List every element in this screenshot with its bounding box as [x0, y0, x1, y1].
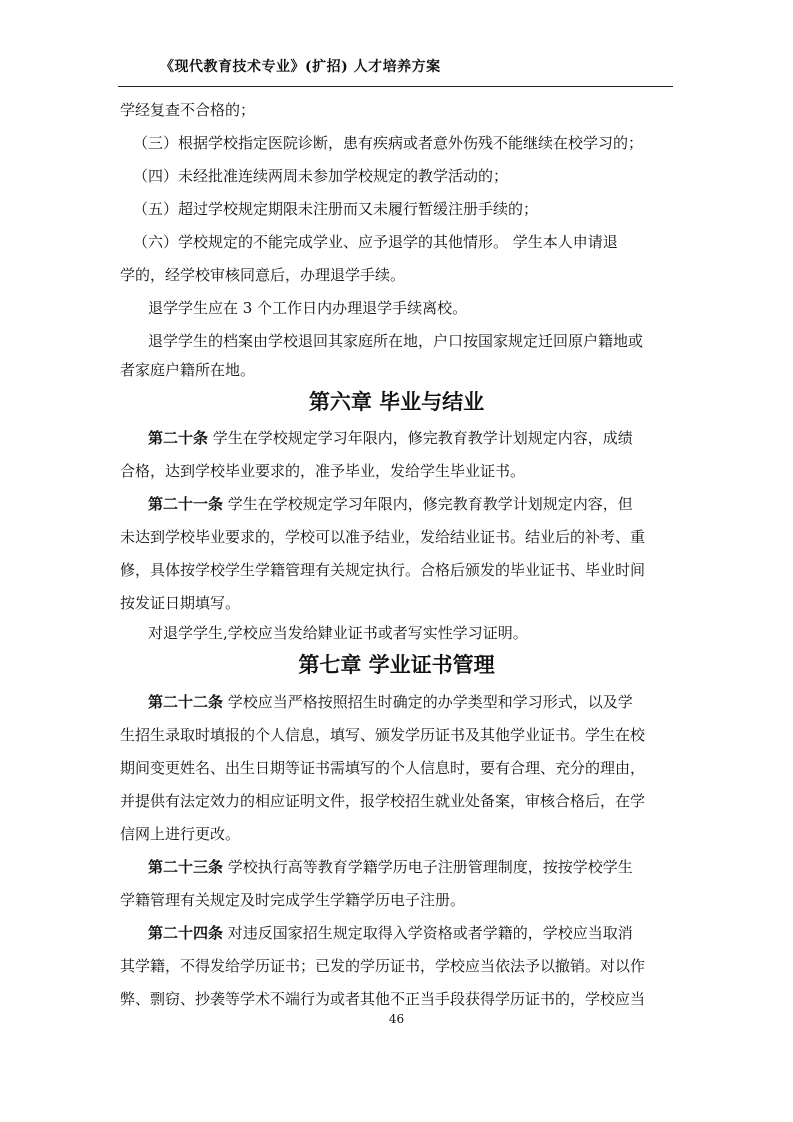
chapter-7-heading: 第七章 学业证书管理 [298, 652, 495, 677]
text-line: 合格，达到学校毕业要求的，准予毕业，发给学生毕业证书。 [120, 462, 526, 480]
text-line: 退学学生应在 3 个工作日内办理退学手续离校。 [148, 299, 468, 317]
article-23-text: 学校执行高等教育学籍学历电子注册管理制度，按按学校学生 [223, 858, 633, 876]
page-number: 46 [388, 1012, 405, 1026]
article-20-label: 第二十条 [148, 429, 209, 447]
text-line: 弊、剽窃、抄袭等学术不端行为或者其他不正当手段获得学历证书的，学校应当 [120, 990, 646, 1008]
text-line: （三）根据学校指定医院诊断，患有疾病或者意外伤残不能继续在校学习的； [133, 134, 644, 152]
article-20-text: 学生在学校规定学习年限内，修完教育教学计划规定内容，成绩 [208, 429, 633, 447]
text-line: 学籍管理有关规定及时完成学生学籍学历电子注册。 [120, 891, 466, 909]
article-24-label: 第二十四条 [148, 924, 224, 942]
article-22-label: 第二十二条 [148, 693, 224, 711]
text-line: 学的，经学校审核同意后，办理退学手续。 [120, 266, 406, 284]
article-21-line [148, 494, 633, 514]
text-line: 期间变更姓名、出生日期等证书需填写的个人信息时，要有合理、充分的理由， [120, 759, 646, 777]
text-line: 并提供有法定效力的相应证明文件，报学校招生就业处备案，审核合格后，在学 [120, 792, 646, 810]
text-line: 学经复查不合格的； [120, 101, 256, 119]
article-23-line [148, 857, 633, 877]
article-23-label: 第二十三条 [148, 858, 224, 876]
article-22-text: 学校应当严格按照招生时确定的办学类型和学习形式，以及学 [223, 693, 633, 711]
text-line: （六）学校规定的不能完成学业、应予退学的其他情形。 学生本人申请退 [133, 233, 618, 251]
text-line: 按发证日期填写。 [120, 594, 241, 612]
text-line: （四）未经批准连续两周未参加学校规定的教学活动的； [133, 167, 509, 185]
text-line: 生招生录取时填报的个人信息，填写、颁发学历证书及其他学业证书。学生在校 [120, 726, 646, 744]
text-line: 对退学学生,学校应当发给肄业证书或者写实性学习证明。 [148, 624, 528, 642]
article-24-line [148, 923, 633, 943]
article-24-text: 对违反国家招生规定取得入学资格或者学籍的，学校应当取消 [223, 924, 633, 942]
text-line: 其学籍，不得发给学历证书；已发的学历证书，学校应当依法予以撤销。对以作 [120, 957, 646, 975]
article-20-line [148, 428, 633, 448]
text-line: 信网上进行更改。 [120, 825, 241, 843]
text-line: 未达到学校毕业要求的，学校可以准予结业，发给结业证书。结业后的补考、重 [120, 528, 646, 546]
text-line: 退学学生的档案由学校退回其家庭所在地，户口按国家规定迁回原户籍地或 [148, 332, 644, 350]
article-21-text: 学生在学校规定学习年限内，修完教育教学计划规定内容，但 [223, 495, 633, 513]
text-line: （五）超过学校规定期限未注册而又未履行暂缓注册手续的； [133, 200, 539, 218]
article-22-line [148, 692, 633, 712]
article-21-label: 第二十一条 [148, 495, 224, 513]
running-header: 《现代教育技术专业》(扩招) 人才培养方案 [160, 59, 441, 75]
header-rule [118, 86, 673, 87]
text-line: 者家庭户籍所在地。 [120, 361, 256, 379]
text-line: 修，具体按学校学生学籍管理有关规定执行。合格后颁发的毕业证书、毕业时间 [120, 561, 646, 579]
chapter-6-heading: 第六章 毕业与结业 [308, 389, 485, 414]
